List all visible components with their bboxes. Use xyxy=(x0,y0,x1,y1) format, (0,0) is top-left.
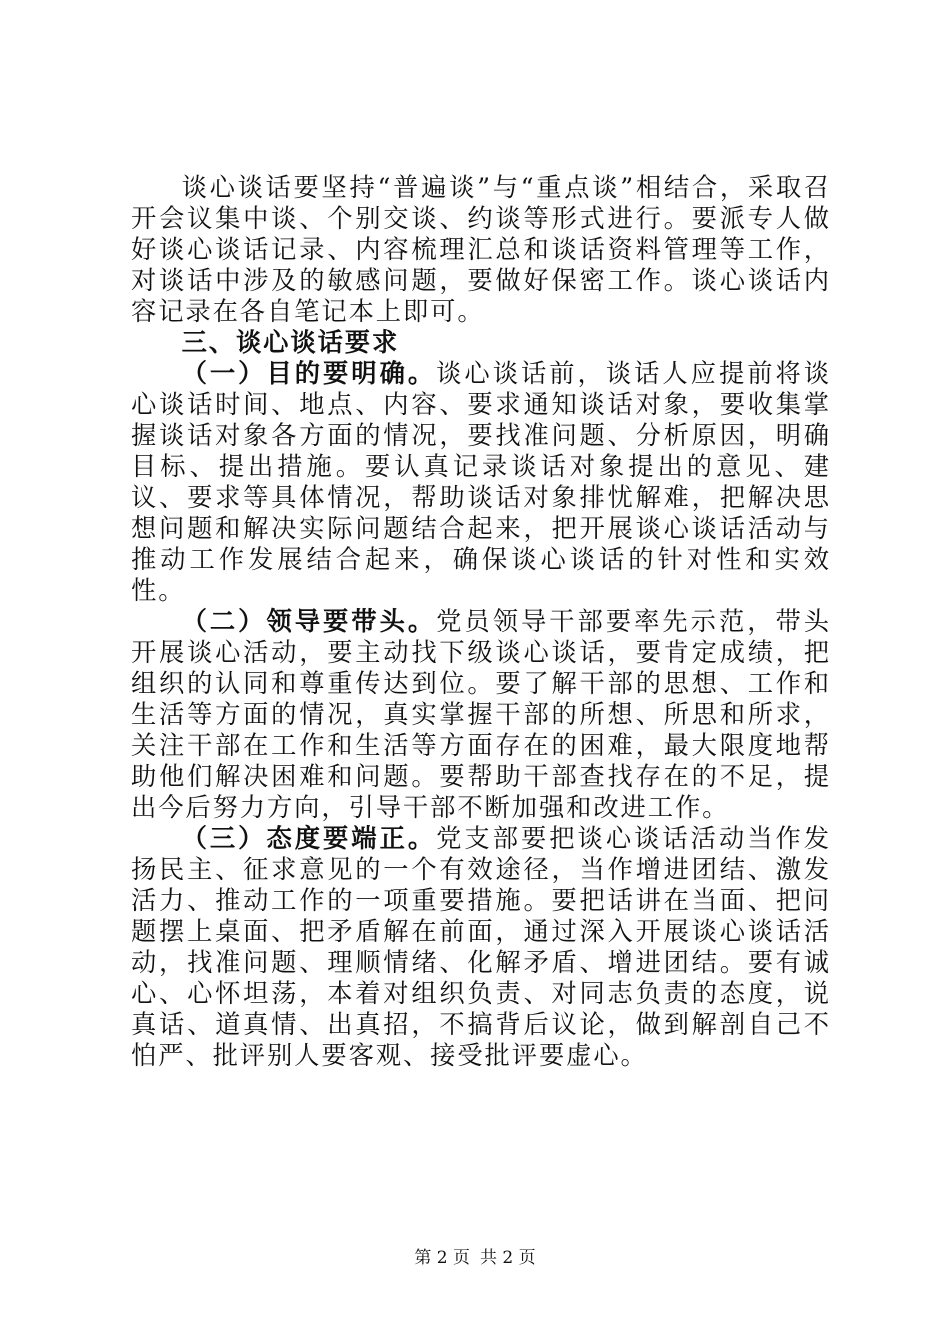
requirement-item-2-text: 党员领导干部要率先示范，带头开展谈心活动，要主动找下级谈心谈话，要肯定成绩，把组织的认同和尊重传达到位。要了解干部的思想、工作和生活等方面的情况，真实掌握干部的所想、所思和所求，关注干部在工作和生活等方面存在的困难，最大限度地帮助他们解决困难和问题。要帮助干部查找存在的不足，提出今后努力方向，引导干部不断加强和改进工作。 xyxy=(131,607,831,822)
requirement-item-1-text: 谈心谈话前，谈话人应提前将谈心谈话时间、地点、内容、要求通知谈话对象，要收集掌握谈话对象各方面的情况，要找准问题、分析原因，明确目标、提出措施。要认真记录谈话对象提出的意见、建议、要求等具体情况，帮助谈话对象排忧解难，把解决思想问题和解决实际问题结合起来，把开展谈心谈话活动与推动工作发展结合起来，确保谈心谈话的针对性和实效性。 xyxy=(131,359,831,605)
document-body xyxy=(131,172,831,1071)
requirement-item-1-lead: （一）目的要明确。 xyxy=(181,359,437,388)
requirement-item-3-text: 党支部要把谈心谈话活动当作发扬民主、征求意见的一个有效途径，当作增进团结、激发活力、推动工作的一项重要措施。要把话讲在当面、把问题摆上桌面、把矛盾解在前面，通过深入开展谈心谈话活动，找准问题、理顺情绪、化解矛盾、增进团结。要有诚心、心怀坦荡，本着对组织负责、对同志负责的态度，说真话、道真情、出真招，不搞背后议论，做到解剖自己不怕严、批评别人要客观、接受批评要虚心。 xyxy=(131,824,831,1070)
requirement-item-3 xyxy=(131,823,831,1071)
requirement-item-2 xyxy=(131,606,831,823)
requirement-item-2-lead: （二）领导要带头。 xyxy=(181,607,437,636)
requirement-item-1 xyxy=(131,358,831,606)
page-number: 第 2 页 xyxy=(414,1248,470,1268)
intro-paragraph: 谈心谈话要坚持“普遍谈”与“重点谈”相结合，采取召开会议集中谈、个别交谈、约谈等形式进行。要派专人做好谈心谈话记录、内容梳理汇总和谈话资料管理等工作，对谈话中涉及的敏感问题，要做好保密工作。谈心谈话内容记录在各自笔记本上即可。 xyxy=(131,173,831,326)
page-total: 共 2 页 xyxy=(480,1248,536,1268)
page-footer xyxy=(0,1243,950,1268)
section-heading: 三、谈心谈话要求 xyxy=(181,328,400,357)
requirement-item-3-lead: （三）态度要端正。 xyxy=(181,824,437,853)
